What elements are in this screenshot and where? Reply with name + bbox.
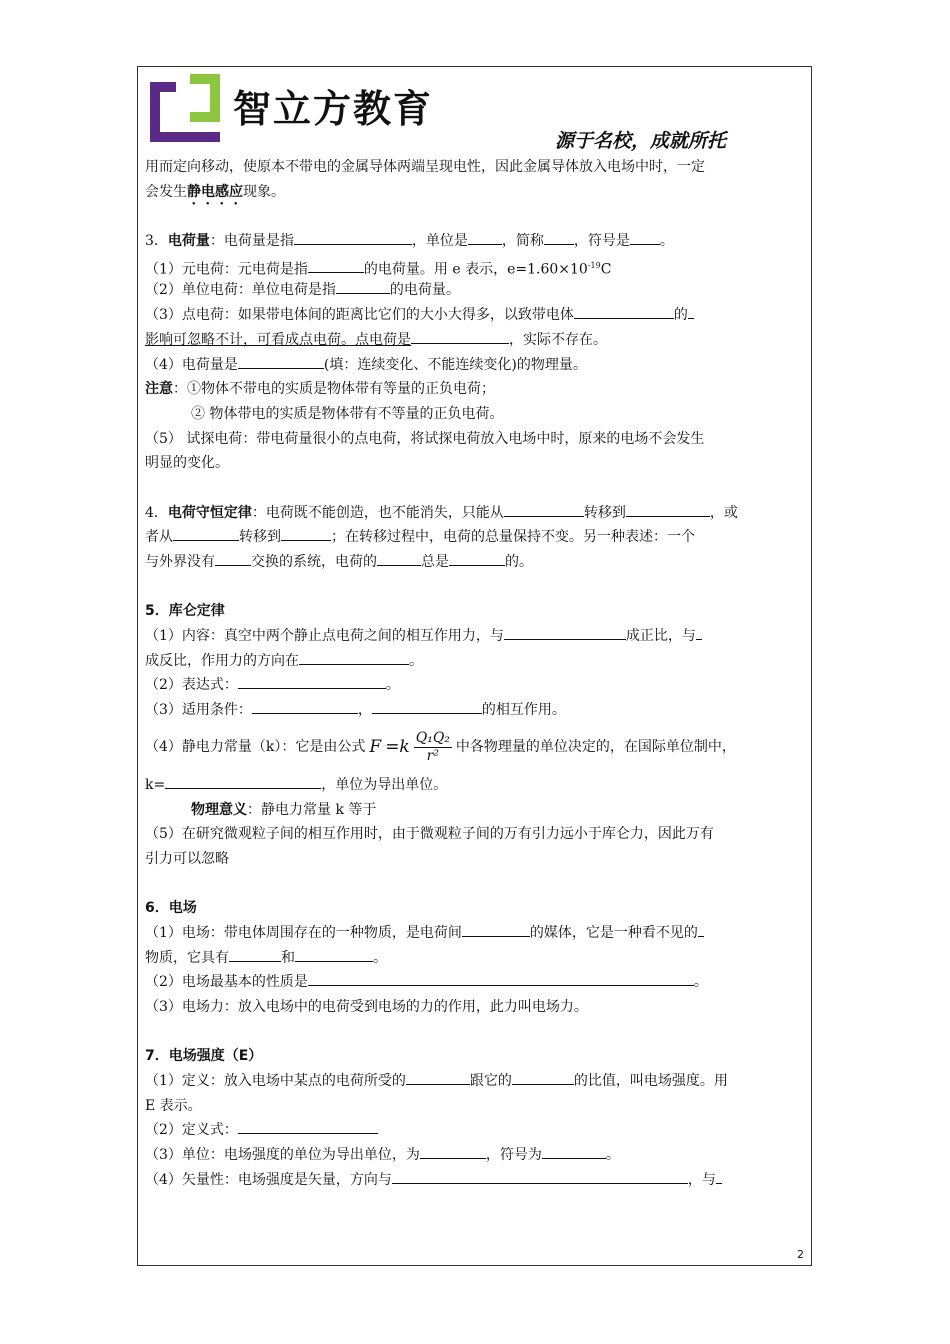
s6-item-1: （1）电场：带电体周围存在的一种物质，是电荷间 的媒体，它是一种看不见的	[145, 921, 807, 946]
s5-k-line: k= ，单位为导出单位。	[145, 773, 807, 798]
s7-item-1-cont: E 表示。	[145, 1097, 202, 1114]
s3-item-3-cont: 影响可忽略不计，可看成点电荷。点电荷是 ，实际不存在。	[145, 328, 807, 353]
s5-meaning: 物理意义：静电力常量 k 等于	[191, 801, 377, 818]
blank[interactable]	[392, 1169, 688, 1184]
blank[interactable]	[299, 650, 409, 665]
s4-line-2: 者从 转移到 ；在转移过程中，电荷的总量保持不变。另一种表述：一个	[145, 525, 807, 550]
blank[interactable]	[626, 502, 710, 517]
blank[interactable]	[252, 699, 358, 714]
formula-eq: =k	[385, 737, 410, 758]
s3-item-2: （2）单位电荷：单位电荷是指 的电荷量。	[145, 278, 807, 303]
slogan: 源于名校，成就所托	[555, 130, 727, 152]
blank[interactable]	[295, 947, 373, 962]
note-2: ② 物体带电的实质是物体带有不等量的正负电荷。	[191, 405, 504, 422]
logo-text: 智立方教育	[233, 87, 434, 131]
s3-item-5: （5） 试探电荷：带电荷量很小的点电荷，将试探电荷放入电场中时，原来的电场不会发生	[145, 430, 705, 447]
s5-item-4: （4）静电力常量（k）：它是由公式 F =k $\frac{\text{Q₁Q₂}}{\text{r²}}$ 中各物理量的单位决定的，在国际单位制中，	[145, 730, 736, 765]
blank[interactable]	[688, 304, 694, 319]
blank[interactable]	[698, 922, 704, 937]
blank[interactable]	[630, 230, 660, 245]
s5-item-5-cont: 引力可以忽略	[145, 850, 229, 867]
s6-item-2: （2）电场最基本的性质是 。	[145, 970, 807, 995]
s6-item-1-cont: 物质，它具有 和 。	[145, 946, 807, 971]
blank[interactable]	[229, 947, 281, 962]
s4-line-3: 与外界没有 交换的系统，电荷的 总是 的。	[145, 550, 807, 575]
blank[interactable]	[574, 304, 674, 319]
note-1: 注意：①物体不带电的实质是物体带有等量的正负电荷；	[145, 381, 495, 398]
blank[interactable]	[238, 674, 386, 689]
blank[interactable]	[504, 625, 626, 640]
blank[interactable]	[544, 230, 574, 245]
s5-item-1-cont: 成反比，作用力的方向在 。	[145, 649, 807, 674]
blank[interactable]	[336, 279, 390, 294]
intro-line-2: 会发生静电感应现象。	[145, 183, 285, 200]
section-6-heading: 6．电场	[145, 900, 197, 917]
blank[interactable]	[308, 971, 694, 986]
blank[interactable]	[462, 922, 530, 937]
s3-item-4: （4）电荷量是 (填：连续变化、不能连续变化)的物理量。	[145, 353, 807, 378]
s3-item-5-cont: 明显的变化。	[145, 455, 229, 472]
blank[interactable]	[377, 551, 421, 566]
s5-item-5: （5）在研究微观粒子间的相互作用时，由于微观粒子间的万有引力远小于库仑力，因此万有	[145, 826, 714, 843]
s3-item-3: （3）点电荷：如果带电体间的距离比它们的大小大得多，以致带电体 的	[145, 303, 807, 328]
blank[interactable]	[308, 258, 364, 273]
blank[interactable]	[281, 526, 331, 541]
blank[interactable]	[215, 551, 251, 566]
blank[interactable]	[406, 1070, 470, 1085]
s7-item-1: （1）定义：放入电场中某点的电荷所受的 跟它的 的比值，叫电场强度。用	[145, 1069, 807, 1094]
blank[interactable]	[716, 1169, 722, 1184]
section-7-heading: 7．电场强度（E）	[145, 1048, 263, 1065]
blank[interactable]	[173, 526, 239, 541]
s5-item-1: （1）内容：真空中两个静止点电荷之间的相互作用力，与 成正比，与	[145, 624, 807, 649]
s5-item-3: （3）适用条件： ， 的相互作用。	[145, 698, 807, 723]
page-number: 2	[797, 1248, 804, 1261]
s6-item-3: （3）电场力：放入电场中的电荷受到电场的力的作用，此力叫电场力。	[145, 999, 588, 1015]
blank[interactable]	[512, 1070, 574, 1085]
formula-F: F	[369, 737, 382, 758]
s7-item-3: （3）单位：电场强度的单位为导出单位，为 ，符号为 。	[145, 1143, 807, 1168]
blank[interactable]	[294, 230, 412, 245]
s7-item-4: （4）矢量性：电场强度是矢量，方向与 ，与	[145, 1168, 807, 1193]
blank[interactable]	[372, 699, 482, 714]
s5-item-2: （2）表达式： 。	[145, 673, 807, 698]
section-3-heading: 3．电荷量：电荷量是指 ，单位是 ，简称 ，符号是 。	[145, 229, 807, 254]
section-5-heading: 5．库仑定律	[145, 603, 225, 620]
blank[interactable]	[238, 1119, 378, 1134]
blank[interactable]	[468, 230, 502, 245]
blank[interactable]	[542, 1144, 606, 1159]
blank[interactable]	[420, 1144, 486, 1159]
blank[interactable]	[411, 329, 509, 344]
section-4-heading: 4．电荷守恒定律：电荷既不能创造，也不能消失，只能从 转移到 ，或	[145, 501, 807, 526]
s7-item-2: （2）定义式：	[145, 1118, 807, 1143]
coulomb-formula: $\frac{\text{Q₁Q₂}}{\text{r²}}$	[415, 730, 450, 765]
document-body	[145, 155, 807, 1193]
blank[interactable]	[165, 774, 321, 789]
blank[interactable]	[504, 502, 584, 517]
blank[interactable]	[238, 354, 324, 369]
intro-line-1: 用而定向移动，使原本不带电的金属导体两端呈现电性，因此金属导体放入电场中时，一定	[145, 159, 705, 175]
blank[interactable]	[696, 625, 702, 640]
s3-item-1: （1）元电荷：元电荷是指 的电荷量。用 e 表示，$e=1.60\times 10^{-19}C$	[145, 254, 807, 279]
key-term: 静电感应	[187, 183, 243, 200]
blank[interactable]	[449, 551, 505, 566]
